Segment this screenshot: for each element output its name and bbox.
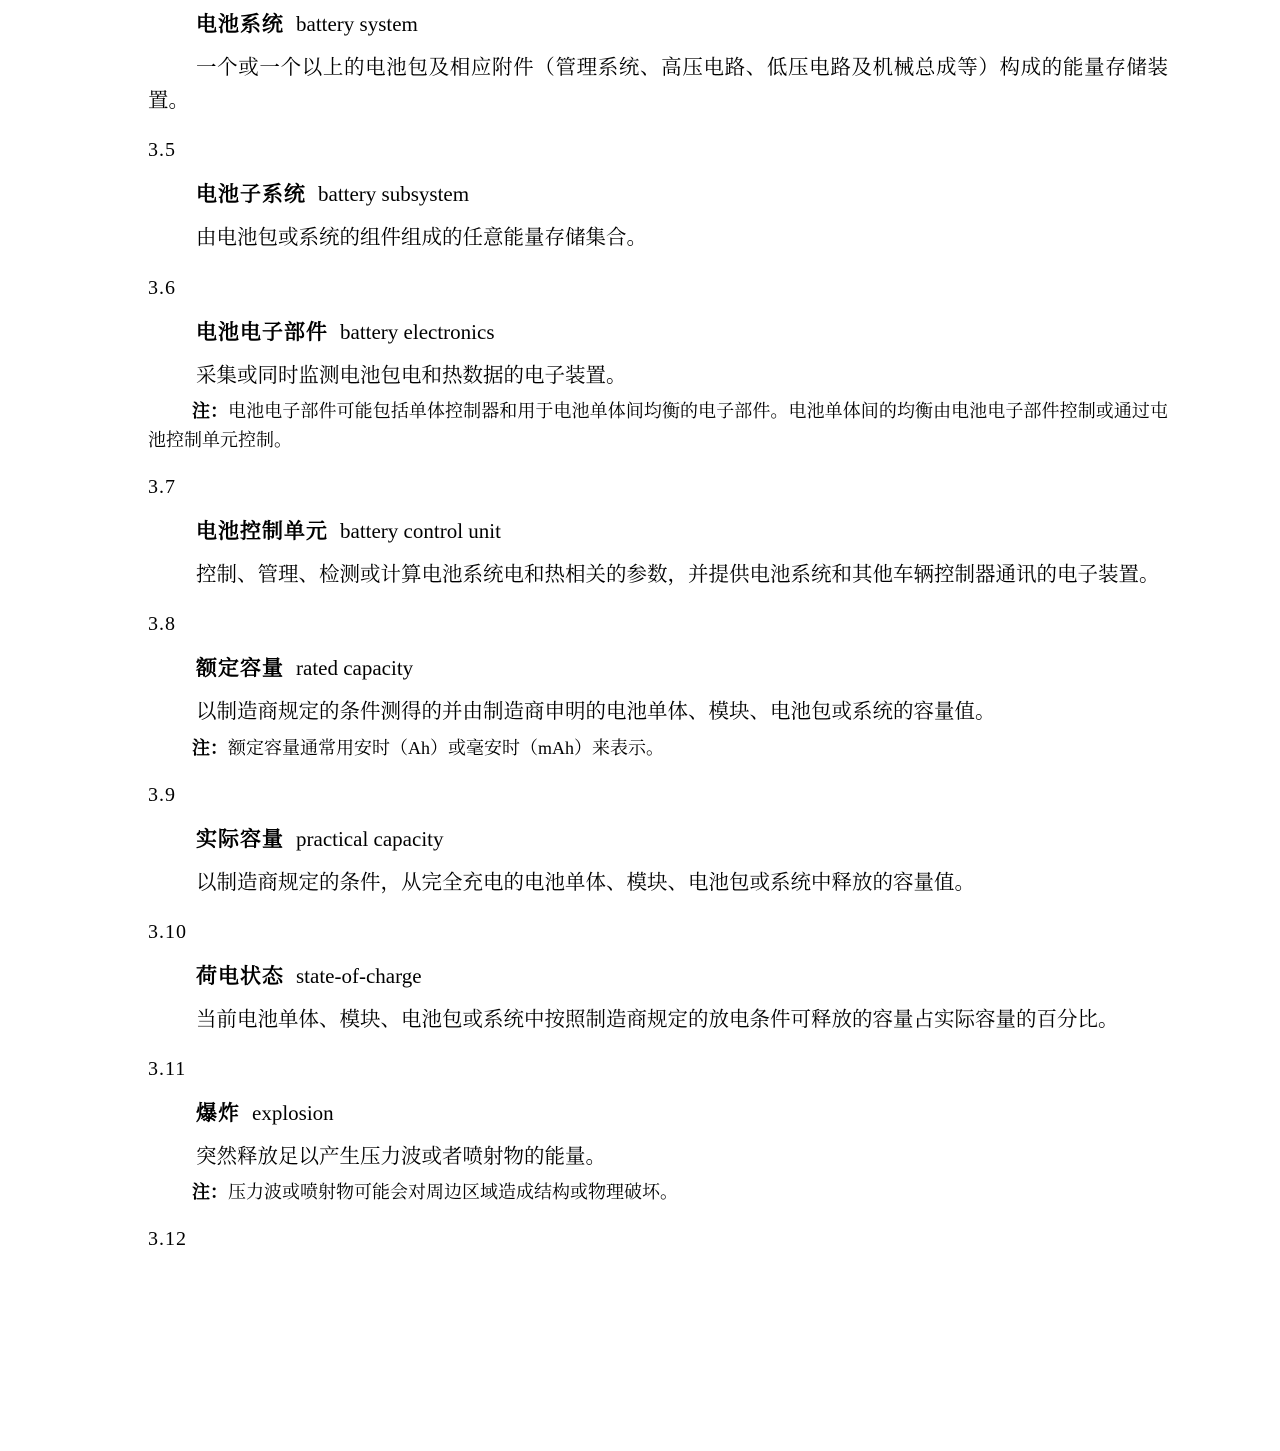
term-entry [148, 922, 1168, 1037]
term-definition: 控制、管理、检测或计算电池系统电和热相关的参数，并提供电池系统和其他车辆控制器通讯的电子装置。 [196, 564, 1160, 587]
term-note [148, 1178, 1168, 1207]
term-heading [196, 963, 1168, 988]
term-definition: 一个或一个以上的电池包及相应附件（管理系统、高压电路、低压电路及机械总成等）构成的能量存储装置。 [148, 57, 1168, 113]
term-heading [196, 1103, 1168, 1124]
clause-number: 3.6 [148, 276, 176, 299]
term-chinese: 实际容量 [196, 827, 284, 851]
term-chinese: 额定容量 [196, 657, 284, 681]
clause-number: 3.7 [148, 476, 176, 499]
term-entry [148, 14, 1168, 118]
clause-number: 3.5 [148, 139, 176, 162]
term-heading [196, 826, 1168, 851]
term-chinese: 电池子系统 [196, 183, 306, 207]
clause-number: 3.10 [148, 920, 187, 943]
term-entry [148, 278, 1168, 456]
term-heading [196, 658, 1168, 679]
note-text: 额定容量通常用安时（Ah）或毫安时（mAh）来表示。 [228, 737, 664, 758]
term-entry [148, 1229, 1168, 1249]
clause-number: 3.12 [148, 1228, 187, 1251]
term-chinese: 爆炸 [196, 1102, 240, 1126]
term-definition: 以制造商规定的条件，从完全充电的电池单体、模块、电池包或系统中释放的容量值。 [196, 871, 975, 894]
term-definition: 突然释放足以产生压力波或者喷射物的能量。 [196, 1146, 606, 1169]
term-english: state-of-charge [296, 963, 422, 988]
term-entry [148, 785, 1168, 900]
note-label: 注： [192, 400, 229, 421]
term-definition: 当前电池单体、模块、电池包或系统中按照制造商规定的放电条件可释放的容量占实际容量的百分比。 [196, 1008, 1119, 1031]
term-entry [148, 614, 1168, 762]
clause-number: 3.11 [148, 1058, 187, 1081]
term-entry [148, 140, 1168, 255]
term-chinese: 电池系统 [196, 13, 284, 36]
term-entry [148, 1059, 1168, 1207]
note-label: 注： [192, 1182, 228, 1203]
term-chinese: 电池控制单元 [196, 520, 328, 544]
term-entry [148, 477, 1168, 592]
term-english: battery subsystem [318, 182, 470, 207]
note-text: 电池电子部件可能包括单体控制器和用于电池单体间均衡的电子部件。电池单体间的均衡由电池电子部件控制或通过屯池控制单元控制。 [148, 400, 1168, 450]
term-chinese: 电池电子部件 [196, 320, 328, 344]
note-text: 压力波或喷射物可能会对周边区域造成结构或物理破坏。 [228, 1182, 678, 1203]
term-english: battery control unit [340, 519, 501, 544]
term-heading [196, 521, 1168, 542]
term-note [148, 734, 1168, 763]
term-english: battery electronics [340, 319, 495, 344]
note-label: 注： [192, 737, 228, 758]
term-definition: 由电池包或系统的组件组成的任意能量存储集合。 [196, 227, 647, 250]
term-definition: 采集或同时监测电池包电和热数据的电子装置。 [196, 364, 627, 387]
clause-number: 3.9 [148, 783, 176, 806]
term-definition: 以制造商规定的条件测得的并由制造商申明的电池单体、模块、电池包或系统的容量值。 [196, 701, 996, 724]
term-english: rated capacity [296, 656, 414, 681]
term-heading [196, 319, 1168, 344]
term-english: practical capacity [296, 826, 444, 851]
term-english: battery system [296, 12, 418, 36]
term-chinese: 荷电状态 [196, 964, 284, 988]
term-english: explosion [252, 1101, 334, 1126]
term-heading [196, 184, 1168, 205]
term-heading [196, 14, 1168, 35]
term-note [148, 397, 1168, 455]
clause-number: 3.8 [148, 613, 176, 636]
